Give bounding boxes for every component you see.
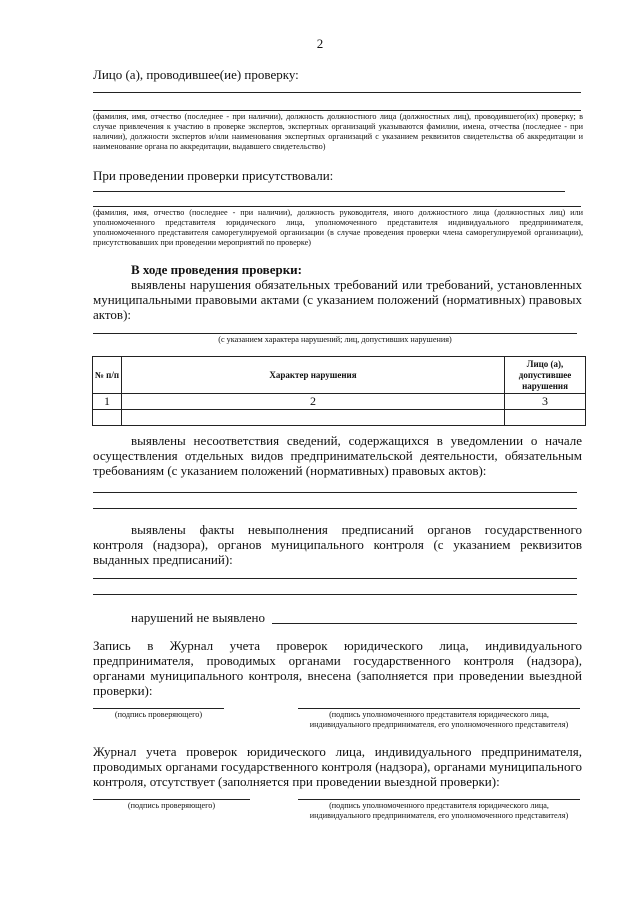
journal-entry-representative-sign-line[interactable] [298, 708, 580, 709]
inspector-line-2[interactable] [93, 110, 581, 111]
journal-entry-representative-sign-caption: (подпись уполномоченного представителя юридического лица, индивидуального предпринимателя, его уполномоченного представителя) [309, 710, 569, 729]
inconsistencies-text: выявлены несоответствия сведений, содержащихся в уведомлении о начале осуществления отдельных видов предпринимательской деятельности, обязательным требованиям (с указанием положений (нормативных) правовых актов): [93, 433, 582, 478]
table-cell-empty[interactable] [121, 410, 504, 426]
unfulfilled-line-1[interactable] [93, 578, 577, 579]
unfulfilled-line-2[interactable] [93, 594, 577, 595]
unfulfilled-text: выявлены факты невыполнения предписаний органов государственного контроля (надзора), органов муниципального контроля (с указанием реквизитов выданных предписаний): [93, 522, 582, 567]
inconsistencies-line-2[interactable] [93, 508, 577, 509]
course-heading: В ходе проведения проверки: [131, 262, 302, 277]
journal-entry-inspector-sign-line[interactable] [93, 708, 224, 709]
journal-absent-representative-sign-caption: (подпись уполномоченного представителя юридического лица, индивидуального предпринимателя, его уполномоченного представителя) [309, 801, 569, 820]
no-violations-text: нарушений не выявлено [131, 610, 265, 625]
journal-entry-text: Запись в Журнал учета проверок юридического лица, индивидуального предпринимателя, проводимых органами государственного контроля (надзора), органами муниципального контроля, внесена (заполняется при проведении выездной проверки): [93, 638, 582, 698]
present-label: При проведении проверки присутствовали: [93, 168, 334, 183]
violations-text: выявлены нарушения обязательных требований или требований, установленных муниципальными правовыми актами (с указанием положений (нормативных) правовых актов): [93, 277, 582, 322]
table-cell-empty[interactable] [93, 410, 122, 426]
inconsistencies-line-1[interactable] [93, 492, 577, 493]
table-number-3: 3 [505, 394, 586, 410]
table-header-character: Характер нарушения [121, 357, 504, 394]
journal-absent-representative-sign-line[interactable] [298, 799, 580, 800]
table-number-1: 1 [93, 394, 122, 410]
table-header-number: № п/п [93, 357, 122, 394]
journal-absent-inspector-sign-caption: (подпись проверяющего) [127, 801, 216, 810]
present-line-1[interactable] [93, 191, 565, 192]
table-header-row [93, 357, 586, 394]
violations-line[interactable] [93, 333, 577, 334]
table-numbering-row [93, 394, 586, 410]
table-number-2: 2 [121, 394, 504, 410]
journal-absent-text: Журнал учета проверок юридического лица, индивидуального предпринимателя, проводимых органами государственного контроля (надзора), органами муниципального контроля, отсутствует (заполняется при проведении выездной проверки): [93, 744, 582, 789]
inspector-label: Лицо (а), проводившее(ие) проверку: [93, 67, 299, 82]
present-line-2[interactable] [93, 206, 581, 207]
table-header-person: Лицо (а), допустившее нарушения [505, 357, 586, 394]
inspector-note: (фамилия, имя, отчество (последнее - при наличии), должность должностного лица (должностных лиц), проводившего(их) проверку; в случае привлечения к участию в проверке экспертов, экспертных организаций указываются фамилии, имена, отчества (последнее - при наличии), должности экспертов и/или наименования экспертных организаций с указанием реквизитов свидетельства об аккредитации и наименование органа по аккредитации, выдавшего свидетельство) [93, 112, 583, 151]
journal-absent-inspector-sign-line[interactable] [93, 799, 250, 800]
violations-caption: (с указанием характера нарушений; лиц, допустивших нарушения) [218, 335, 452, 344]
violations-table [92, 356, 586, 426]
page-number: 2 [316, 36, 324, 51]
table-cell-empty[interactable] [505, 410, 586, 426]
present-note: (фамилия, имя, отчество (последнее - при наличии), должность руководителя, иного должностного лица (должностных лиц) или уполномоченного представителя юридического лица, уполномоченного представителя индивидуального предпринимателя, уполномоченного представителя саморегулируемой организации (в случае проведения проверки члена саморегулируемой организации), присутствовавших при проведении мероприятий по проверке) [93, 208, 583, 247]
journal-entry-inspector-sign-caption: (подпись проверяющего) [114, 710, 203, 719]
table-row [93, 410, 586, 426]
no-violations-line[interactable] [272, 623, 577, 624]
inspector-line-1[interactable] [93, 92, 581, 93]
